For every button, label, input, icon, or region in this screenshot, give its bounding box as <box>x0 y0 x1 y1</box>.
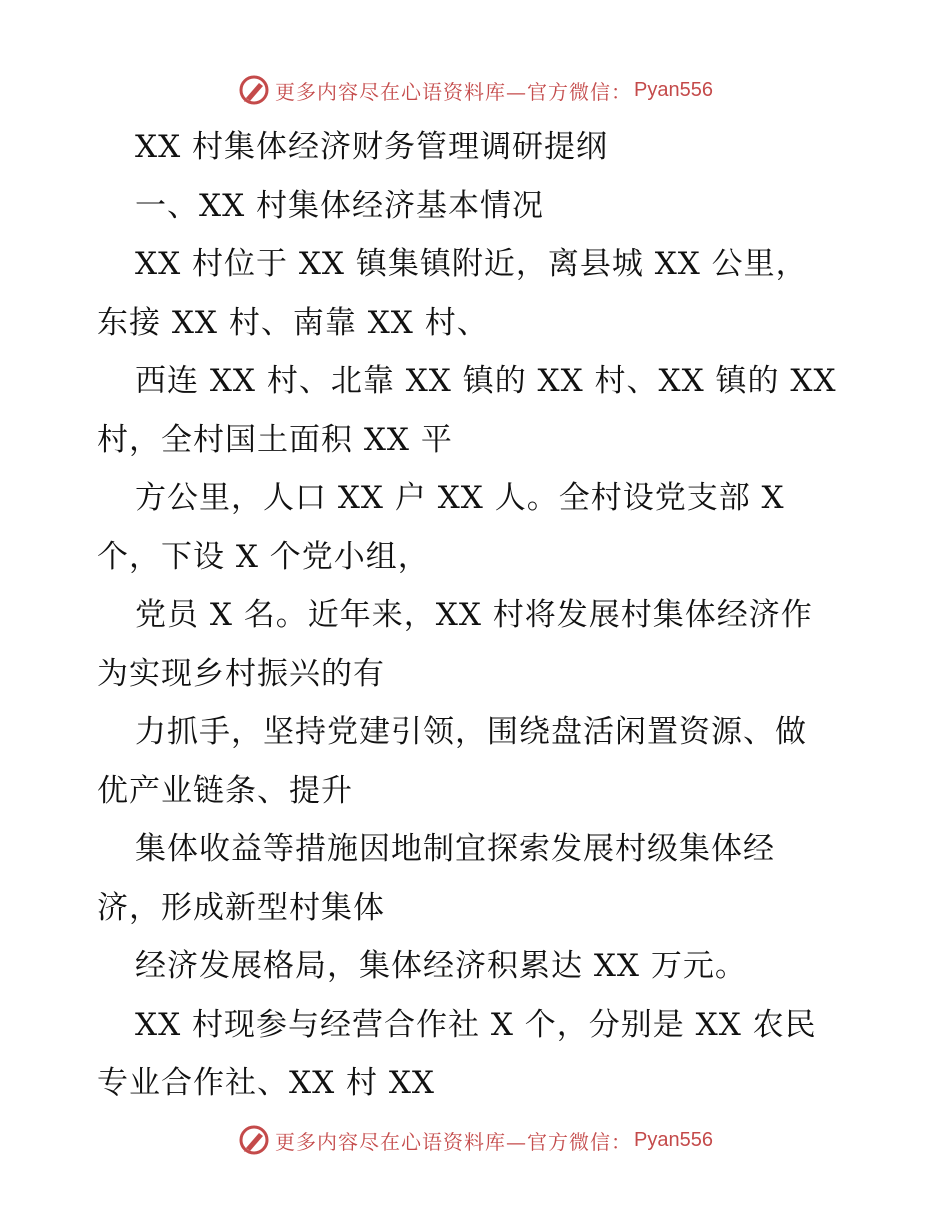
pen-logo-icon <box>237 1123 271 1157</box>
paragraph-line: 方公里，人口 XX 户 XX 人。全村设党支部 X <box>135 480 785 516</box>
watermark-text: 更多内容尽在心语资料库—官方微信： <box>275 79 633 104</box>
watermark-wechat-id: Pyan556 <box>634 78 713 101</box>
paragraph-line: 力抓手，坚持党建引领，围绕盘活闲置资源、做 <box>135 714 807 750</box>
paragraph-line: XX 村现参与经营合作社 X 个，分别是 XX 农民 <box>135 1006 817 1043</box>
section-heading: 一、XX 村集体经济基本情况 <box>135 187 544 224</box>
paragraph-line: 经济发展格局，集体经济积累达 XX 万元。 <box>135 948 747 984</box>
paragraph-line: 个，下设 X 个党小组， <box>97 538 430 575</box>
watermark-text: 更多内容尽在心语资料库—官方微信： <box>275 1129 633 1154</box>
paragraph-line: 村，全村国土面积 XX 平 <box>97 421 453 458</box>
paragraph-line: 专业合作社、XX 村 XX <box>97 1065 435 1101</box>
document-body <box>97 118 887 1113</box>
document-title: XX 村集体经济财务管理调研提纲 <box>135 129 608 165</box>
paragraph-line: 东接 XX 村、南靠 XX 村、 <box>97 304 489 341</box>
watermark-banner-bottom <box>0 1118 950 1162</box>
paragraph-line: 为实现乡村振兴的有 <box>97 655 385 692</box>
watermark-wechat-id: Pyan556 <box>634 1128 713 1151</box>
paragraph-line: XX 村位于 XX 镇集镇附近，离县城 XX 公里， <box>135 246 808 282</box>
paragraph-line: 优产业链条、提升 <box>97 772 353 809</box>
paragraph-line: 西连 XX 村、北靠 XX 镇的 XX 村、XX 镇的 XX <box>135 363 837 399</box>
paragraph-line: 济，形成新型村集体 <box>97 889 385 926</box>
paragraph-line: 集体收益等措施因地制宜探索发展村级集体经 <box>135 831 775 867</box>
pen-logo-icon <box>237 73 271 107</box>
watermark-banner-top <box>0 68 950 112</box>
paragraph-line: 党员 X 名。近年来，XX 村将发展村集体经济作 <box>135 597 813 633</box>
